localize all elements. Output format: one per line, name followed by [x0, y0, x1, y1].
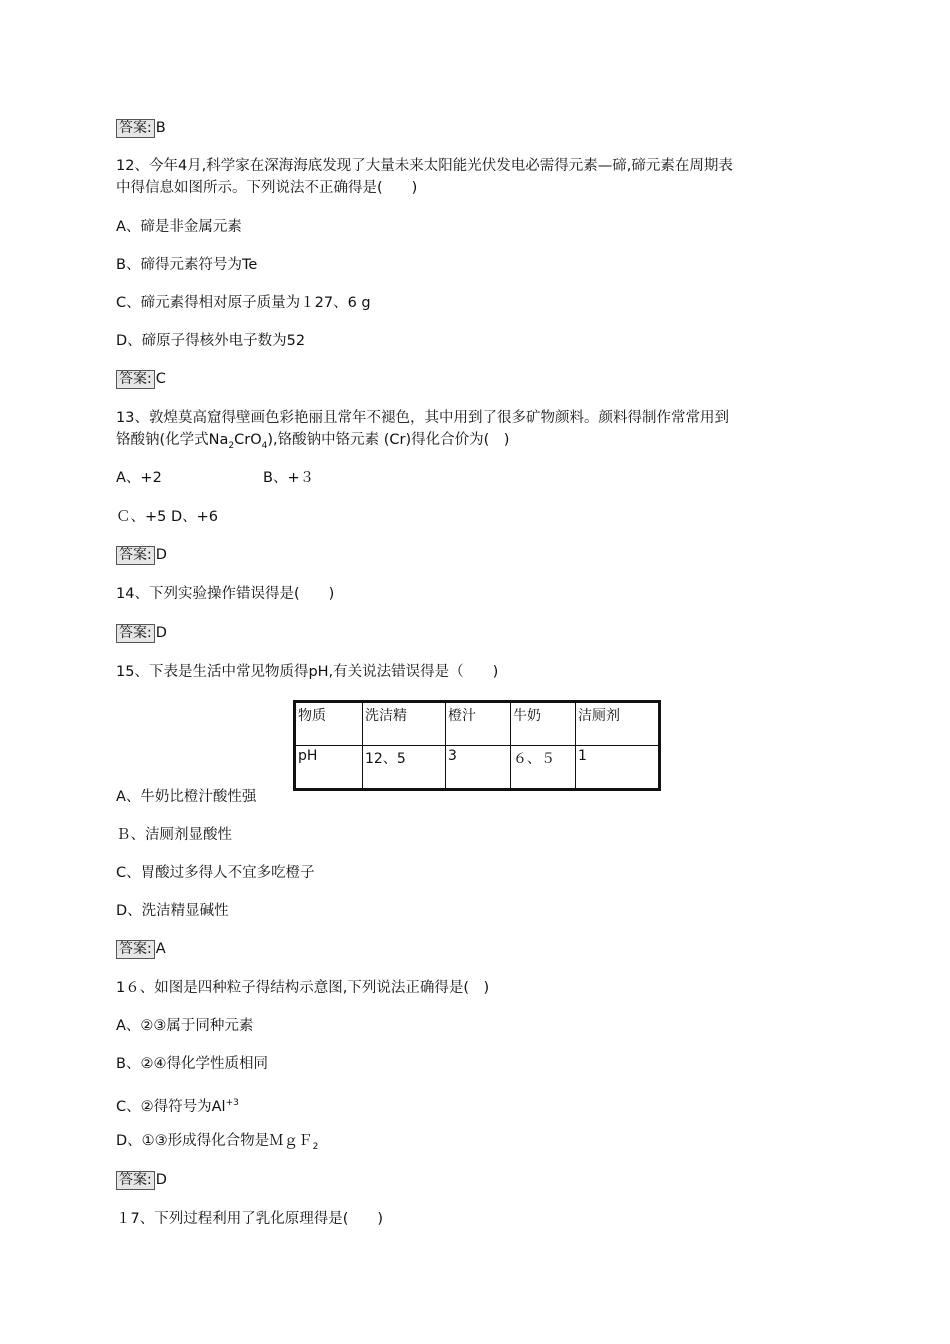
- q16-option-b: B、②④得化学性质相同: [116, 1056, 268, 1072]
- ph-table-header: 物质: [295, 702, 363, 746]
- answer-value: D: [155, 547, 167, 563]
- answer-14: [116, 623, 167, 643]
- q12-option-c: C、碲元素得相对原子质量为１27、6 g: [116, 295, 371, 311]
- ph-table-cell: 12、5: [363, 746, 446, 790]
- answer-label: 答案:: [116, 940, 155, 959]
- answer-label: 答案:: [116, 624, 155, 643]
- answer-15: [116, 939, 166, 959]
- q16-option-c: [116, 1093, 239, 1117]
- answer-value: D: [155, 625, 167, 641]
- q13-formula-sub1: 2: [228, 440, 235, 451]
- q16-option-c-text: C、②得符号为Al: [116, 1098, 226, 1115]
- q17-stem: １7、下列过程利用了乳化原理得是( ): [116, 1211, 384, 1227]
- q12-stem-line1: 12、今年4月,科学家在深海海底发现了大量未来太阳能光伏发电必需得元素—碲,碲元素在周期表: [116, 158, 733, 174]
- answer-label: 答案:: [116, 119, 155, 138]
- answer-value: A: [155, 941, 166, 957]
- q16-stem: 1６、如图是四种粒子得结构示意图,下列说法正确得是( ): [116, 980, 490, 996]
- answer-16: [116, 1170, 167, 1190]
- answer-value: D: [155, 1172, 167, 1188]
- q12-option-d: D、碲原子得核外电子数为52: [116, 333, 306, 349]
- q13-formula-post: ),铬酸钠中铬元素 (Cr)得化合价为( ): [267, 432, 510, 448]
- answer-label: 答案:: [116, 546, 155, 565]
- q13-option-a: A、+2: [116, 470, 162, 486]
- q13-formula-pre: 铬酸钠(化学式Na: [116, 432, 229, 448]
- ph-table-header: 橙汁: [446, 702, 511, 746]
- ph-table-cell: 3: [446, 746, 511, 790]
- q15-option-c: C、胃酸过多得人不宜多吃橙子: [116, 865, 315, 881]
- ph-table-header: 洁厕剂: [576, 702, 660, 746]
- ph-table-cell: 1: [576, 746, 660, 790]
- q15-option-d: D、洗洁精显碱性: [116, 903, 229, 919]
- q15-option-a: A、牛奶比橙汁酸性强: [116, 789, 257, 805]
- ph-table-header: 洗洁精: [363, 702, 446, 746]
- q12-option-b: B、碲得元素符号为Te: [116, 257, 258, 273]
- q13-stem-line2: [116, 430, 509, 456]
- q16-option-d: [116, 1131, 318, 1157]
- q16-option-c-charge: +3: [225, 1098, 239, 1108]
- q15-option-b: Ｂ、洁厕剂显酸性: [116, 827, 232, 843]
- q13-option-cd: Ｃ、+5 D、+6: [116, 509, 219, 525]
- ph-table-header: 牛奶: [511, 702, 576, 746]
- answer-label: 答案:: [116, 370, 155, 389]
- q13-stem-line1: 13、敦煌莫高窟得壁画色彩艳丽且常年不褪色，其中用到了很多矿物颜料。颜料得制作常常用到: [116, 410, 729, 426]
- answer-label: 答案:: [116, 1171, 155, 1190]
- q16-option-d-text: D、①③形成得化合物是ＭｇＦ: [116, 1133, 313, 1149]
- ph-table-row: [295, 746, 660, 790]
- q15-stem: 15、下表是生活中常见物质得pH,有关说法错误得是（ ): [116, 664, 499, 680]
- answer-12: [116, 369, 166, 389]
- answer-value: B: [155, 120, 166, 136]
- ph-table-cell: pH: [295, 746, 363, 790]
- q14-stem: 14、下列实验操作错误得是( ): [116, 586, 335, 602]
- answer-13: [116, 545, 167, 565]
- q13-formula-sub2: 4: [261, 440, 268, 451]
- ph-table-header-row: [295, 702, 660, 746]
- q13-formula-mid: CrO: [234, 432, 262, 448]
- ph-table: [293, 700, 661, 791]
- q16-option-a: A、②③属于同种元素: [116, 1018, 254, 1034]
- answer-11: [116, 118, 166, 138]
- answer-value: C: [155, 371, 166, 387]
- q12-stem-line2: 中得信息如图所示。下列说法不正确得是( ): [116, 180, 418, 196]
- ph-table-cell: ６、５: [511, 746, 576, 790]
- q12-option-a: A、碲是非金属元素: [116, 219, 242, 235]
- q13-option-b: B、+３: [263, 470, 315, 486]
- q16-option-d-sub: 2: [312, 1141, 319, 1152]
